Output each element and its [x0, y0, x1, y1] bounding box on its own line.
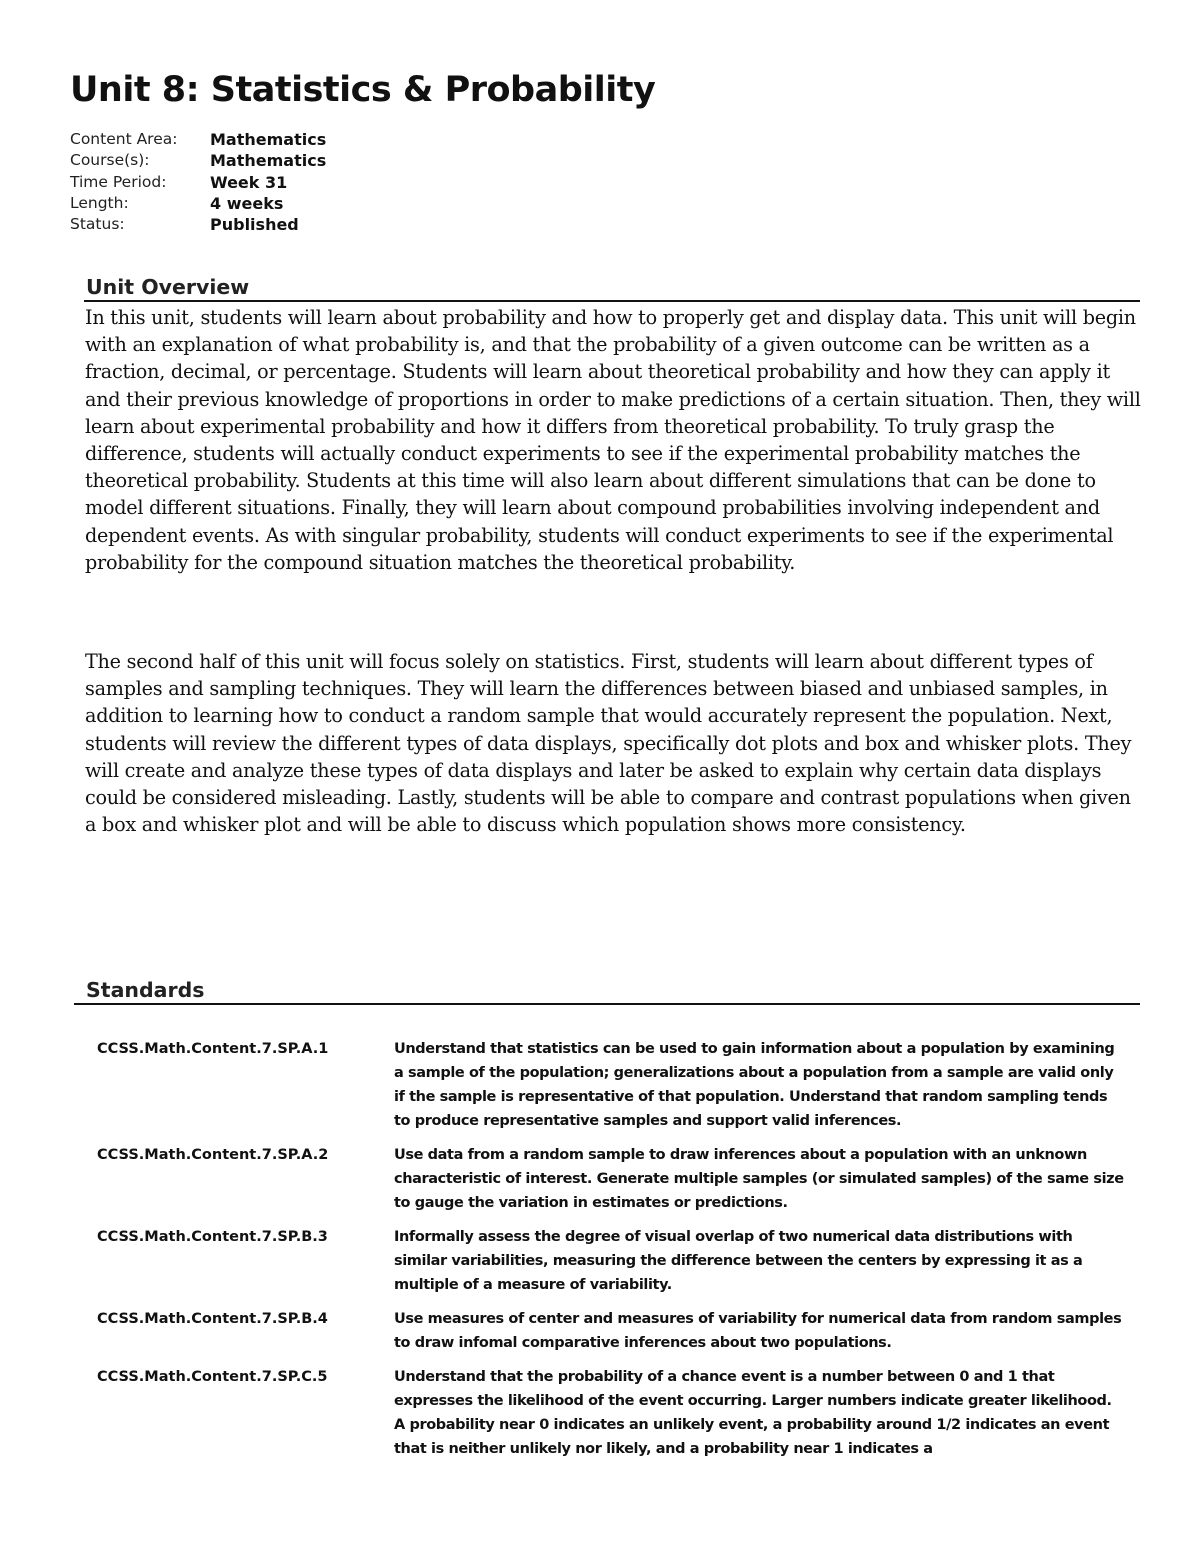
unit-meta [70, 129, 326, 235]
standard-description: Informally assess the degree of visual overlap of two numerical data distributions with similar variabilities, measuring the difference between the centers by expressing it as a multiple of a measure of variability. [394, 1229, 1083, 1293]
standard-description: Use measures of center and measures of variability for numerical data from random samples to draw infomal comparative inferences about two populations. [394, 1311, 1122, 1351]
standard-code: CCSS.Math.Content.7.SP.C.5 [97, 1369, 328, 1385]
standard-description: Understand that statistics can be used to gain information about a population by examining a sample of the population; generalizations about a population from a sample are valid only if the sample is representative of that population. Understand that random sampling tends to produce representative samples and support valid inferences. [394, 1041, 1115, 1129]
standard-code: CCSS.Math.Content.7.SP.B.3 [97, 1229, 328, 1245]
meta-value: Mathematics [210, 130, 327, 149]
meta-label: Course(s): [70, 151, 150, 170]
meta-label: Status: [70, 215, 125, 234]
meta-value: 4 weeks [210, 193, 284, 213]
unit-title: Unit 8: Statistics & Probability [70, 70, 656, 110]
unit-overview-rule [84, 300, 1140, 302]
standard-code: CCSS.Math.Content.7.SP.A.2 [97, 1147, 329, 1163]
meta-label: Time Period: [70, 172, 167, 191]
meta-label: Content Area: [70, 130, 178, 148]
meta-label: Length: [70, 193, 129, 212]
meta-row-content-area [70, 129, 326, 150]
meta-row-time-period [70, 172, 326, 193]
standards-rule [74, 1003, 1140, 1005]
standard-row [97, 1225, 1137, 1297]
meta-value: Published [210, 215, 299, 235]
overview-paragraph-2: The second half of this unit will focus solely on statistics. First, students will learn about different types of samples and sampling techniques. They will learn the differences between biased and unbiased samples, in addition to learning how to conduct a random sample that would accurately represent the population. Next, students will review the different types of data displays, specifically dot plots and box and whisker plots. They will create and analyze these types of data displays and later be asked to explain why certain data displays could be considered misleading. Lastly, students will be able to compare and contrast populations when given a box and whisker plot and will be able to discuss which population shows more consistency. [85, 650, 1132, 837]
standards-heading: Standards [86, 978, 205, 1002]
standard-code: CCSS.Math.Content.7.SP.B.4 [97, 1311, 328, 1327]
overview-paragraph-1: In this unit, students will learn about probability and how to properly get and display data. This unit will begin with an explanation of what probability is, and that the probability of a given outcome can be written as a fraction, decimal, or percentage. Students will learn about theoretical probability and how they can apply it and their previous knowledge of proportions in order to make predictions of a certain situation. Then, they will learn about experimental probability and how it differs from theoretical probability. To truly grasp the difference, students will actually conduct experiments to see if the experimental probability matches the theoretical probability. Students at this time will also learn about different simulations that can be done to model different situations. Finally, they will learn about compound probabilities involving independent and dependent events. As with singular probability, students will conduct experiments to see if the experimental probability for the compound situation matches the theoretical probability. [85, 306, 1141, 574]
standard-row [97, 1143, 1137, 1215]
meta-row-courses [70, 150, 326, 171]
standard-description: Understand that the probability of a chance event is a number between 0 and 1 that expresses the likelihood of the event occurring. Larger numbers indicate greater likelihood. A probability near 0 indicates an unlikely event, a probability around 1/2 indicates an event that is neither unlikely nor likely, and a probability near 1 indicates a [394, 1369, 1112, 1457]
meta-value: Week 31 [210, 172, 288, 192]
standard-row [97, 1307, 1137, 1355]
standard-row [97, 1037, 1137, 1133]
meta-row-status [70, 214, 326, 235]
standard-row [97, 1365, 1137, 1461]
meta-row-length [70, 193, 326, 214]
standard-code: CCSS.Math.Content.7.SP.A.1 [97, 1041, 329, 1057]
standards-list [97, 1037, 1137, 1471]
meta-value: Mathematics [210, 151, 327, 171]
unit-overview-heading: Unit Overview [86, 275, 250, 299]
standard-description: Use data from a random sample to draw inferences about a population with an unknown characteristic of interest. Generate multiple samples (or simulated samples) of the same size to gauge the variation in estimates or predictions. [394, 1147, 1124, 1211]
